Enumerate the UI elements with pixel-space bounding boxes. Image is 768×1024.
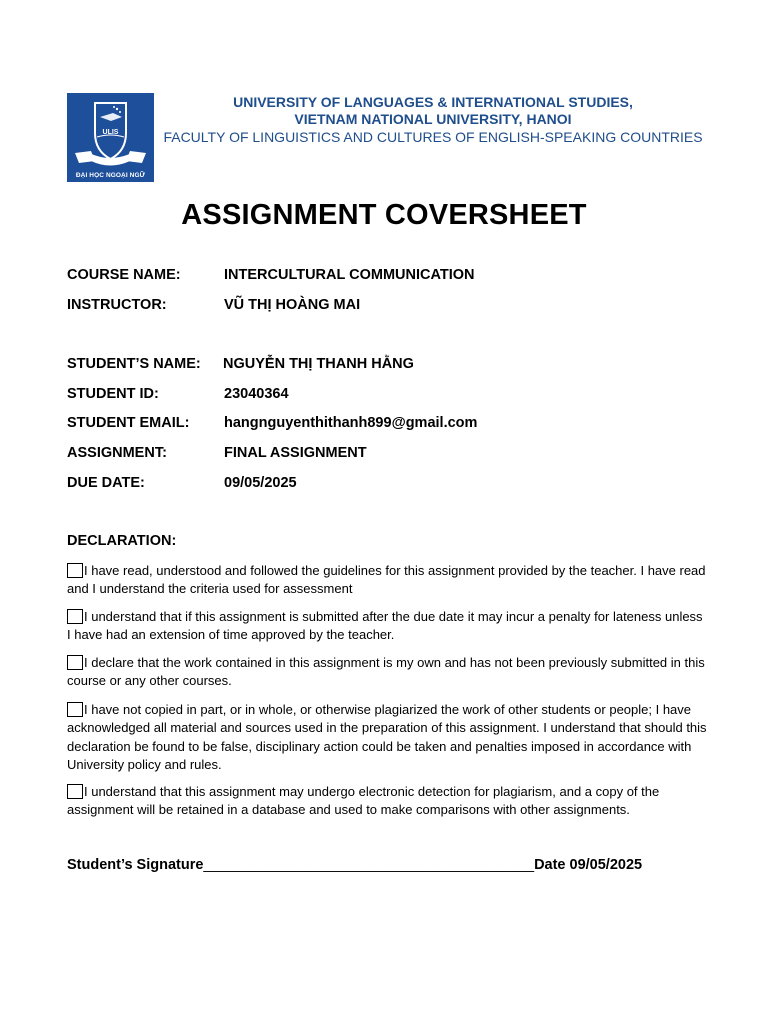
declaration-text: I understand that if this assignment is submitted after the due date it may incur a penalty for lateness unless I have had an extension of time approved by the teacher.: [67, 609, 703, 643]
declaration-text: I declare that the work contained in this assignment is my own and has not been previously submitted in this course or any other courses.: [67, 655, 705, 689]
student-id-value: 23040364: [224, 386, 289, 402]
student-email-label: STUDENT EMAIL:: [67, 415, 190, 431]
signature-date: Date 09/05/2025: [534, 857, 643, 873]
signature-line[interactable]: _________________________________________: [203, 857, 535, 873]
crest-icon: [67, 93, 154, 182]
declaration-item: [67, 654, 707, 691]
logo-mark-text: ULIS: [102, 129, 119, 136]
university-name-line1: UNIVERSITY OF LANGUAGES & INTERNATIONAL STUDIES,: [233, 94, 633, 110]
course-name-label: COURSE NAME:: [67, 267, 181, 283]
declaration-item: [67, 608, 707, 645]
assignment-label: ASSIGNMENT:: [67, 445, 167, 461]
instructor-value: VŨ THỊ HOÀNG MAI: [224, 297, 361, 313]
student-name-value: NGUYỄN THỊ THANH HẰNG: [223, 356, 414, 372]
declaration-checkbox[interactable]: [67, 609, 83, 624]
declaration-checkbox[interactable]: [67, 655, 83, 670]
faculty-name: FACULTY OF LINGUISTICS AND CULTURES OF ENGLISH-SPEAKING COUNTRIES: [163, 129, 703, 145]
student-id-label: STUDENT ID:: [67, 386, 159, 402]
university-logo: [67, 93, 154, 182]
instructor-label: INSTRUCTOR:: [67, 297, 167, 313]
student-name-label: STUDENT’S NAME:: [67, 356, 201, 372]
assignment-value: FINAL ASSIGNMENT: [224, 445, 367, 461]
logo-caption: ĐẠI HỌC NGOẠI NGỮ: [75, 172, 146, 179]
page-title: ASSIGNMENT COVERSHEET: [181, 199, 587, 231]
declaration-checkbox[interactable]: [67, 784, 83, 799]
declaration-heading: DECLARATION:: [67, 533, 177, 549]
declaration-text: I have read, understood and followed the guidelines for this assignment provided by the teacher. I have read and I understand the criteria used for assessment: [67, 563, 706, 597]
student-email-value: hangnguyenthithanh899@gmail.com: [224, 415, 478, 431]
declaration-item: [67, 562, 707, 599]
declaration-item: [67, 783, 707, 820]
signature-row: [67, 857, 642, 873]
due-date-label: DUE DATE:: [67, 475, 145, 491]
university-name-line2: VIETNAM NATIONAL UNIVERSITY, HANOI: [294, 111, 572, 127]
due-date-value: 09/05/2025: [224, 475, 297, 491]
signature-label: Student’s Signature: [67, 857, 204, 873]
declaration-text: I understand that this assignment may undergo electronic detection for plagiarism, and a copy of the assignment will be retained in a database and used to make comparisons with other assignments.: [67, 784, 660, 818]
declaration-text: I have not copied in part, or in whole, or otherwise plagiarized the work of other students or people; I have acknowledged all material and sources used in the preparation of this assignment. I understand that should this declaration be found to be false, disciplinary action could be taken and penalties imposed in accordance with University policy and rules.: [67, 702, 707, 772]
declaration-checkbox[interactable]: [67, 702, 83, 717]
course-name-value: INTERCULTURAL COMMUNICATION: [224, 267, 475, 283]
declaration-item: [67, 701, 707, 774]
declaration-checkbox[interactable]: [67, 563, 83, 578]
